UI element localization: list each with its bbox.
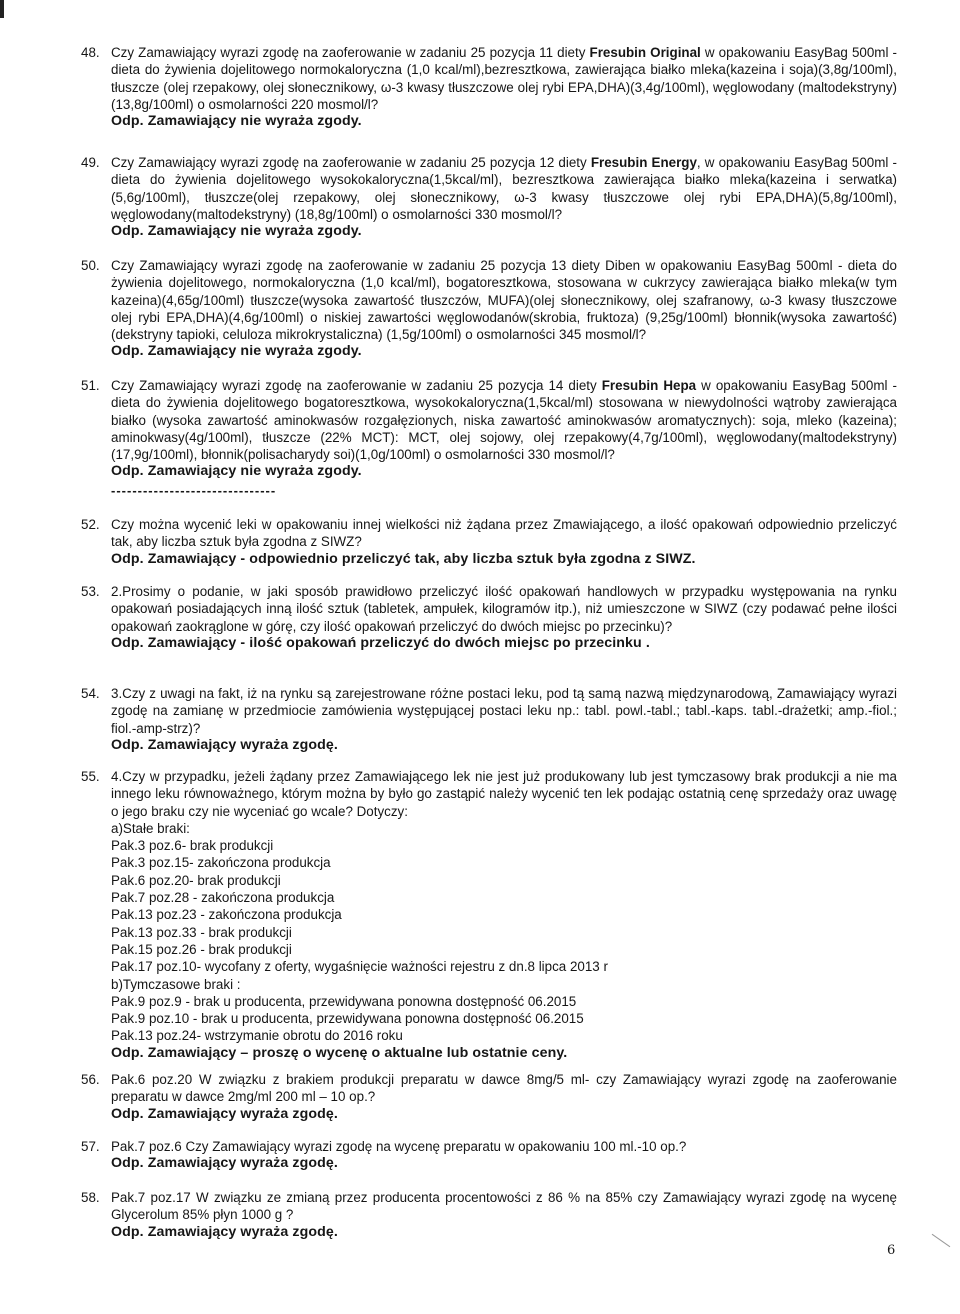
list-item: Pak.13 poz.33 - brak produkcji	[111, 924, 292, 940]
list-item: Pak.3 poz.15- zakończona produkcja	[111, 855, 331, 871]
question-50	[81, 257, 897, 361]
answer: Odp. Zamawiający - ilość opakowań przeliczyć do dwóch miejsc po przecinku .	[111, 634, 650, 651]
list-item: Pak.6 poz.20- brak produkcji	[111, 872, 281, 888]
question-text: Czy Zamawiający wyrazi zgodę na zaoferowanie w zadaniu 25 pozycja 13 diety Diben w opakowaniu EasyBag 500ml - dieta do żywienia dojelitowego, normokaloryczna (1,0 kcal/ml), bogatoresztkowa, stosowana w cukrzycy zawierająca białko mleka(w tym kazeina)(4,65g/100ml) tłuszcze(wysoka zawartość tłuszczów, MUFA)(olej słonecznikowy, olej szafranowy, ω-3 kwasy tłuszczowe olej rybi EPA,DHA)(4,6g/100ml) o niskiej zawartości węglowodanów(skrobia, fruktoza) (9,25g/100ml) błonnik(wysoka zawartość)(dekstryny tapioki, celuloza mikrokrystaliczna) (1,5g/100ml) o osmolarności 345 mosmol/l?	[111, 258, 897, 343]
scan-corner-mark	[932, 1234, 951, 1247]
question-text: Pak.6 poz.20 W związku z brakiem produkcji preparatu w dawce 8mg/5 ml- czy Zamawiający wyrazi zgodę na zaoferowanie preparatu w dawce 2mg/ml 200 ml – 10 op.?	[111, 1072, 897, 1105]
answer: Odp. Zamawiający nie wyraża zgody.	[111, 223, 362, 240]
question-number: 58.	[81, 1190, 100, 1205]
scan-edge-mark	[0, 0, 4, 18]
page-number: 6	[887, 1243, 896, 1258]
question-number: 51.	[81, 378, 100, 393]
answer: Odp. Zamawiający nie wyraża zgody.	[111, 113, 362, 130]
question-number: 56.	[81, 1072, 100, 1087]
question-58	[81, 1189, 897, 1241]
question-52	[81, 516, 897, 568]
question-48	[81, 44, 897, 130]
answer: Odp. Zamawiający nie wyraża zgody.	[111, 463, 362, 480]
list-item: Pak.17 poz.10- wycofany z oferty, wygaśnięcie ważności rejestru z dn.8 lipca 2013 r	[111, 959, 608, 975]
question-number: 54.	[81, 686, 100, 701]
question-57	[81, 1138, 897, 1173]
list-item: b)Tymczasowe braki :	[111, 976, 241, 992]
answer: Odp. Zamawiający wyraża zgodę.	[111, 1155, 338, 1172]
answer: Odp. Zamawiający wyraża zgodę.	[111, 1105, 338, 1122]
list-item: Pak.15 poz.26 - brak produkcji	[111, 941, 292, 957]
question-51	[81, 377, 897, 481]
product-list	[111, 820, 897, 1045]
question-text: 2.Prosimy o podanie, w jaki sposób prawidłowo przeliczyć ilość opakowań handlowych w przypadku występowania na rynku opakowań posiadających inną ilość sztuk (tabletek, ampułek, kilogramów itp.), niż umieszczone w SIWZ (czy podawać pełne ilości opakowań zaokrąglone w górę, czy ilość opakowań przeliczyć do dwóch miejsc po przecinku)?	[111, 584, 897, 634]
list-item: Pak.3 poz.6- brak produkcji	[111, 838, 274, 854]
question-number: 55.	[81, 769, 100, 784]
question-53	[81, 583, 897, 652]
list-item: Pak.13 poz.24- wstrzymanie obrotu do 2016 roku	[111, 1028, 403, 1044]
question-text: Pak.7 poz.6 Czy Zamawiający wyrazi zgodę na wycenę preparatu w opakowaniu 100 ml.-10 op.?	[111, 1139, 687, 1154]
question-49	[81, 154, 897, 240]
product-name: Fresubin Original	[589, 45, 701, 60]
section-separator: -------------------------------	[111, 483, 277, 498]
question-text: Czy Zamawiający wyrazi zgodę na zaoferowanie w zadaniu 25 pozycja 14 diety Fresubin Hepa w opakowaniu EasyBag 500ml - dieta do żywienia dojelitowego bogatoresztkowa, wysokokaloryczna(1,5kcal/ml) stosowana w niewydolności wątroby zawierająca białko (wysoka zawartość aminokwasów rozgałęzionych, niska zawartość aminokwasów aromatycznych): soja, mleko (kazeina); aminokwasy(4g/100ml), tłuszcze (22% MCT): MCT, olej sojowy, olej rzepakowy(4,7g/100ml), węglowodany(maltodekstryny)(17,9g/100ml), błonnik(polisacharydy soi)(1,0g/100ml) o osmolarności 330 mosmol/l?	[111, 378, 897, 463]
list-item: Pak.7 poz.28 - zakończona produkcja	[111, 890, 335, 906]
question-text: 3.Czy z uwagi na fakt, iż na rynku są zarejestrowane różne postaci leku, pod tą samą nazwą międzynarodową, Zamawiający wyrazi zgodę na zamianę w przedmiocie zamówienia występującej postaci leku np.: tabl. powl.-tabl.; tabl.-kaps. tabl.-drażetki; amp.-fiol.; fiol.-amp-strz)?	[111, 686, 897, 736]
question-text: Czy Zamawiający wyrazi zgodę na zaoferowanie w zadaniu 25 pozycja 12 diety Fresubin Energy, w opakowaniu EasyBag 500ml - dieta do żywienia dojelitowego wysokokaloryczna(1,5kcal/ml), bezresztkowa zawierająca białko mleka(kazeina i serwatka)(5,6g/100ml), tłuszcze(olej rzepakowy, olej słonecznikowy, ω-3 kwasy tłuszczowe olej rybi EPA,DHA)(5,8g/100ml), węglowodany(maltodekstryny) (18,8g/100ml) o osmolarności 330 mosmol/l?	[111, 155, 897, 222]
question-text: 4.Czy w przypadku, jeżeli żądany przez Zamawiającego lek nie jest już produkowany lub jest tymczasowy brak produkcji a nie ma innego leku równoważnego, którym można by było go zastąpić należy wycenić ten lek podając ostatnią cenę sprzedaży oraz uwagę o jego braku czy nie wyceniać go wcale? Dotyczy:	[111, 769, 897, 819]
question-number: 50.	[81, 258, 100, 273]
list-item: Pak.9 poz.9 - brak u producenta, przewidywana ponowna dostępność 06.2015	[111, 993, 577, 1009]
answer: Odp. Zamawiający wyraża zgodę.	[111, 1223, 338, 1240]
question-55	[81, 768, 897, 1062]
product-name: Fresubin Hepa	[601, 378, 697, 393]
question-number: 48.	[81, 45, 100, 60]
product-name: Fresubin Energy	[590, 155, 697, 170]
answer: Odp. Zamawiający - odpowiednio przeliczyć tak, aby liczba sztuk była zgodna z SIWZ.	[111, 550, 696, 567]
answer: Odp. Zamawiający nie wyraża zgody.	[111, 343, 362, 360]
question-text: Pak.7 poz.17 W związku ze zmianą przez producenta procentowości z 86 % na 85% czy Zamawiający wyrazi zgodę na wycenę Glycerolum 85% płyn 1000 g ?	[111, 1190, 897, 1223]
list-item: Pak.13 poz.23 - zakończona produkcja	[111, 907, 342, 923]
answer: Odp. Zamawiający wyraża zgodę.	[111, 736, 338, 753]
question-text: Czy Zamawiający wyrazi zgodę na zaoferowanie w zadaniu 25 pozycja 11 diety Fresubin Original w opakowaniu EasyBag 500ml - dieta do żywienia dojelitowego normokaloryczna (1,0 kcal/ml),bezresztkowa, zawierająca białko mleka(kazeina i soja)(3,8g/100ml), tłuszcze (olej rzepakowy, olej słonecznikowy, ω-3 kwasy tłuszczowe olej rybi EPA,DHA)(3,4g/100ml), węglowodany (maltodekstryny) (13,8g/100ml) o osmolarności 220 mosmol/l?	[111, 45, 897, 112]
question-number: 52.	[81, 517, 100, 532]
question-56	[81, 1071, 897, 1123]
question-number: 49.	[81, 155, 100, 170]
list-item: a)Stałe braki:	[111, 820, 190, 836]
list-item: Pak.9 poz.10 - brak u producenta, przewidywana ponowna dostępność 06.2015	[111, 1011, 584, 1027]
question-number: 57.	[81, 1139, 100, 1154]
question-number: 53.	[81, 584, 100, 599]
question-text: Czy można wycenić leki w opakowaniu innej wielkości niż żądana przez Zmawiającego, a ilość opakowań odpowiednio przeliczyć tak, aby liczba sztuk była zgodna z SIWZ?	[111, 517, 897, 550]
question-54	[81, 685, 897, 754]
answer: Odp. Zamawiający – proszę o wycenę o aktualne lub ostatnie ceny.	[111, 1044, 568, 1061]
